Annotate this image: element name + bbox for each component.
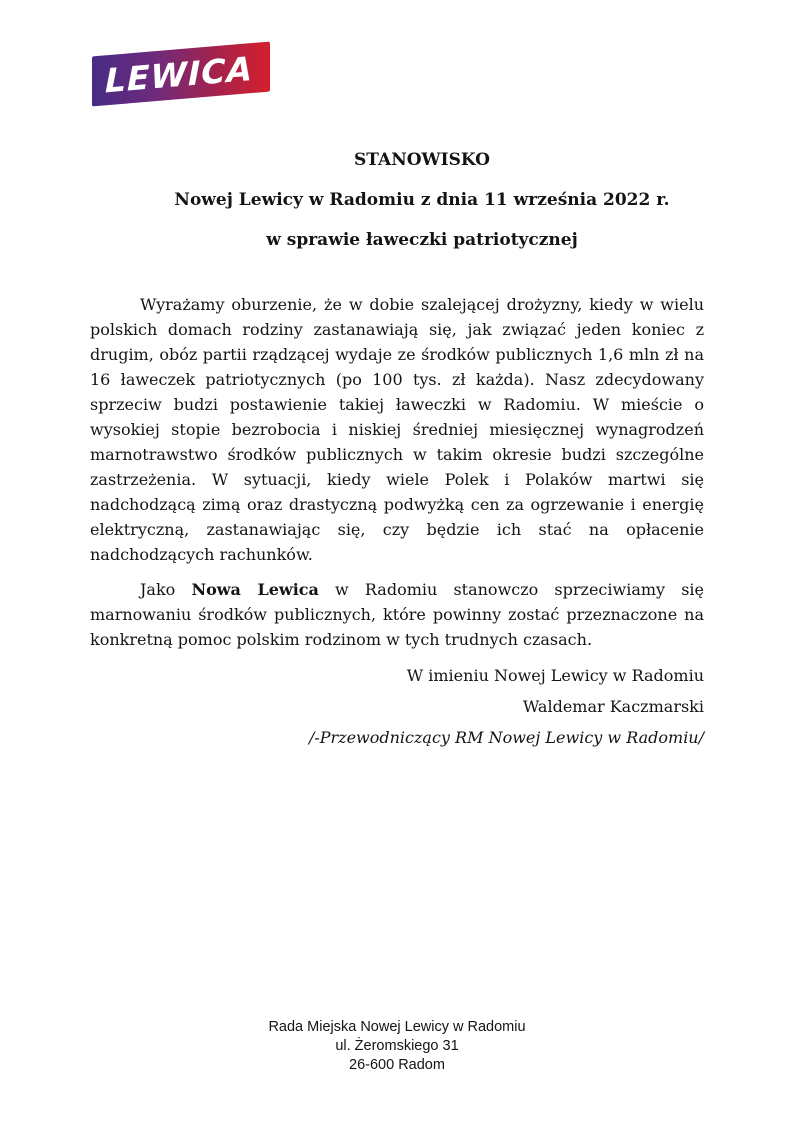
- lewica-logo: [92, 42, 270, 107]
- footer-address: [0, 1018, 794, 1075]
- signature-title: /-Przewodniczący RM Nowej Lewicy w Radomiu/: [308, 728, 704, 747]
- footer-street: ul. Żeromskiego 31: [335, 1038, 459, 1054]
- document-subtitle-subject: w sprawie ławeczki patriotycznej: [266, 230, 578, 250]
- document-title: STANOWISKO: [354, 150, 490, 170]
- signature-name: Waldemar Kaczmarski: [522, 697, 704, 716]
- signature-block: [90, 660, 704, 753]
- paragraph-2-party-name: Nowa Lewica: [191, 580, 319, 599]
- paragraph-2-rest: w Radomiu stanowczo sprzeciwiamy się marnowaniu środków publicznych, które powinny zostać przeznaczone na konkretną pomoc polskim rodzinom w tych trudnych czasach.: [90, 580, 705, 649]
- body-paragraph-1: Wyrażamy oburzenie, że w dobie szalejącej drożyzny, kiedy w wielu polskich domach rodziny zastanawiają się, jak związać jeden koniec z drugim, obóz partii rządzącej wydaje ze środków publicznych 1,6 mln zł na 16 ławeczek patriotycznych (po 100 tys. zł każda). Nasz zdecydowany sprzeciw budzi postawienie takiej ławeczki w Radomiu. W mieście o wysokiej stopie bezrobocia i niskiej średniej miesięcznej wynagrodzeń marnotrawstwo środków publicznych w takim okresie budzi szczególne zastrzeżenia. W sytuacji, kiedy wiele Polek i Polaków martwi się nadchodzącą zimą oraz drastyczną podwyżką cen za ogrzewanie i energię elektryczną, zastanawiając się, czy będzie ich stać na opłacenie nadchodzących rachunków.: [90, 295, 704, 564]
- footer-organization: Rada Miejska Nowej Lewicy w Radomiu: [268, 1019, 526, 1035]
- signature-on-behalf: W imieniu Nowej Lewicy w Radomiu: [406, 666, 704, 685]
- lewica-logo-text: LEWICA: [104, 48, 253, 100]
- body-paragraph-2: [90, 577, 704, 652]
- document-subtitle-date: Nowej Lewicy w Radomiu z dnia 11 września 2022 r.: [174, 190, 670, 210]
- document-body: [90, 292, 704, 662]
- paragraph-2-prefix: Jako: [140, 580, 192, 599]
- document-heading: [90, 150, 704, 270]
- footer-postal-city: 26-600 Radom: [349, 1057, 445, 1073]
